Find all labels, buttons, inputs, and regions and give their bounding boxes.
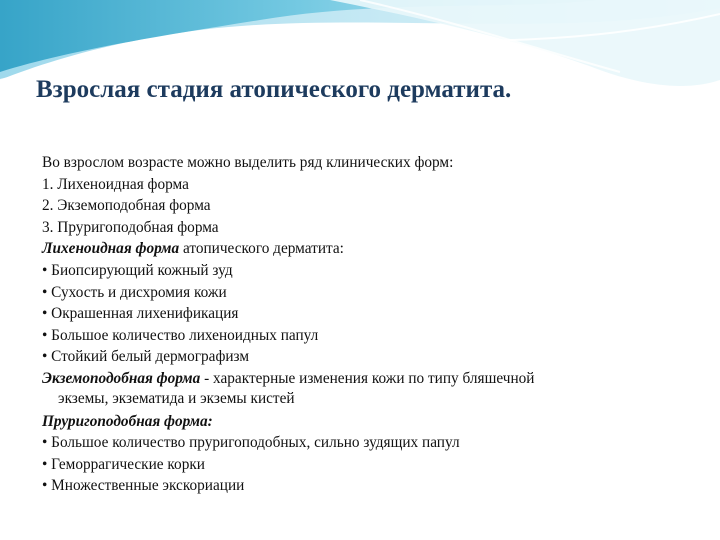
prurigo-heading: Пруригоподобная форма: (42, 412, 213, 430)
lichenoid-bullet: • Большое количество лихеноидных папул (42, 326, 319, 344)
lichenoid-bullet: • Биопсирующий кожный зуд (42, 261, 233, 279)
intro-text: Во взрослом возрасте можно выделить ряд клинических форм: (42, 154, 454, 171)
lichenoid-bullet: • Сухость и дисхромия кожи (42, 283, 227, 301)
lichenoid-heading-rest: атопического дерматита: (179, 240, 344, 258)
form-item: 1. Лихеноидная форма (42, 175, 189, 193)
lichenoid-bullet: • Окрашенная лихенификация (42, 305, 239, 323)
prurigo-bullet: • Геморрагические корки (42, 455, 205, 473)
form-item: 2. Экземоподобная форма (42, 197, 211, 215)
header-wave-decoration (0, 0, 720, 140)
lichenoid-bullet: • Стойкий белый дермографизм (42, 348, 250, 366)
lichenoid-heading (42, 238, 682, 260)
prurigo-bullet: • Множественные экскориации (42, 477, 245, 495)
slide-title: Взрослая стадия атопического дерматита. (36, 76, 512, 103)
eczema-heading-emphasis: Экземоподобная форма (42, 369, 201, 387)
slide-body (42, 152, 682, 497)
eczema-text-line2: экземы, экзематида и экземы кистей (58, 389, 295, 407)
prurigo-bullet: • Большое количество пруригоподобных, сильно зудящих папул (42, 434, 460, 452)
eczema-paragraph (42, 368, 682, 390)
form-item: 3. Пруригоподобная форма (42, 218, 219, 236)
lichenoid-heading-emphasis: Лихеноидная форма (42, 240, 180, 258)
eczema-text-line1: - характерные изменения кожи по типу бляшечной (200, 369, 535, 387)
